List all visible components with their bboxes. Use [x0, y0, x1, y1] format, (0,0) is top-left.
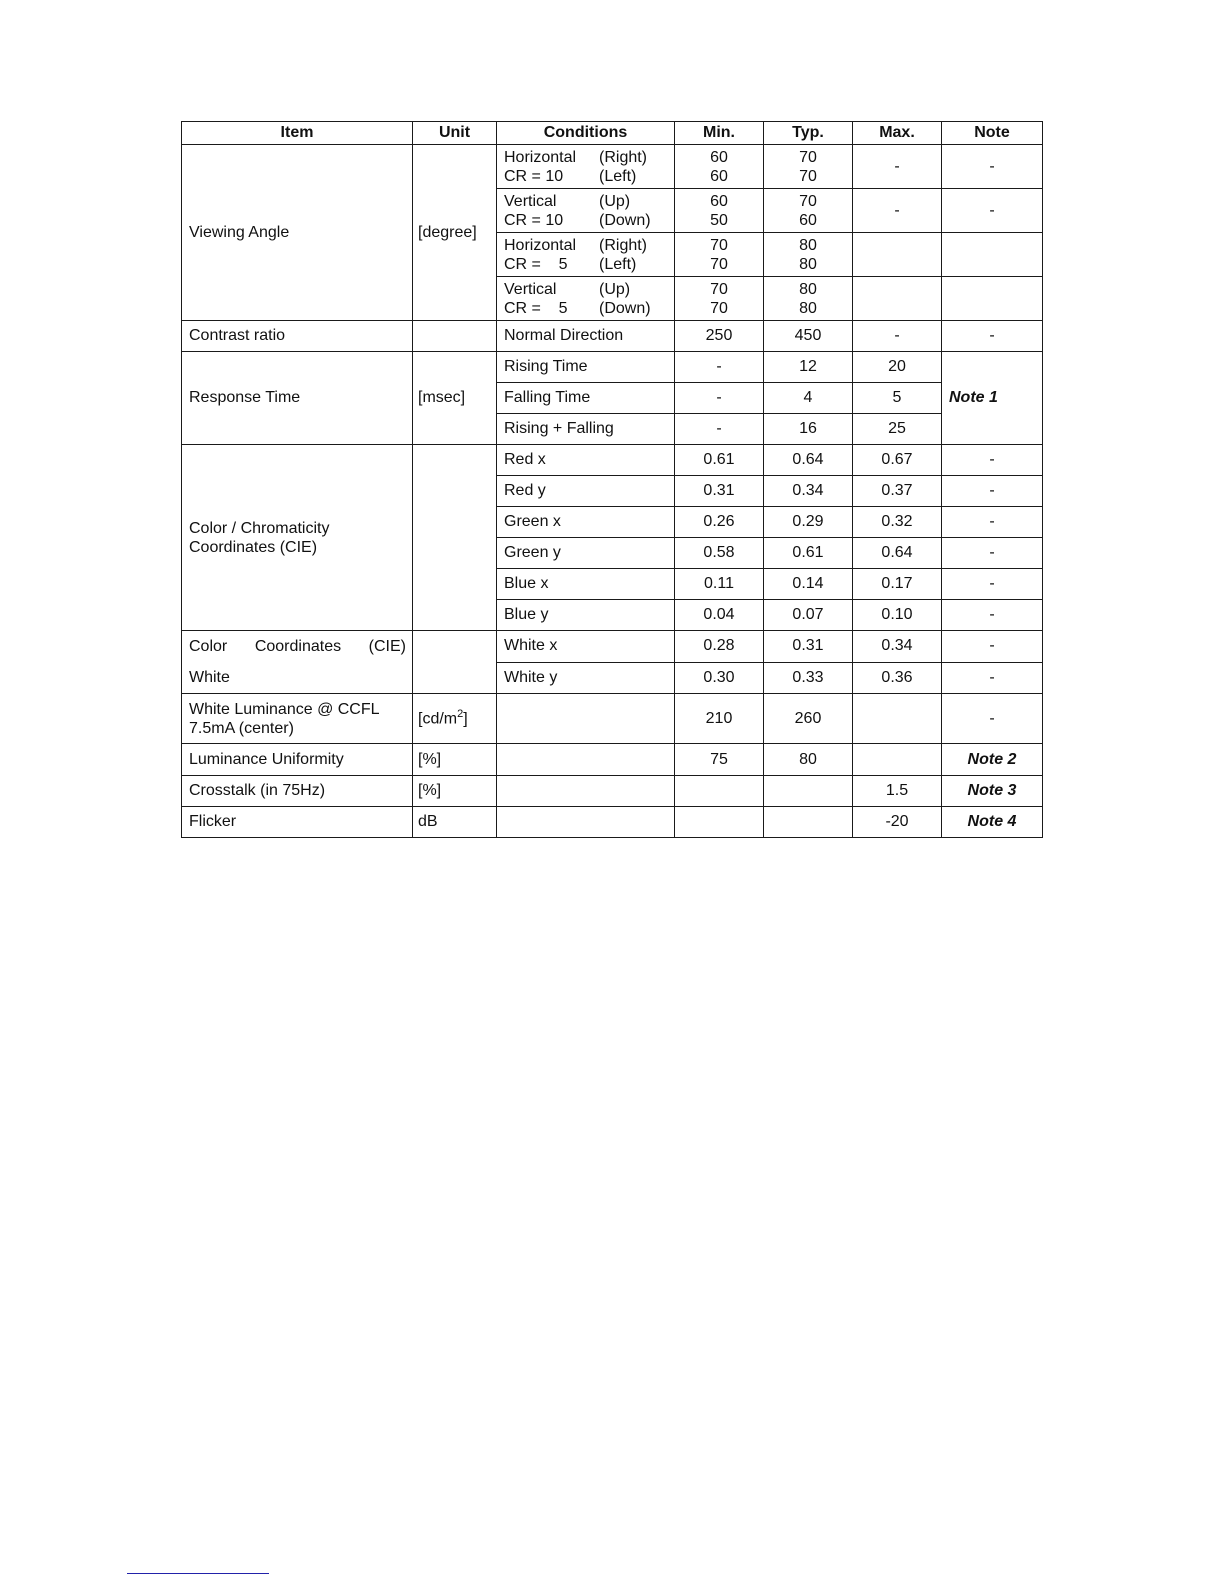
- condition-cell: Normal Direction: [497, 321, 675, 352]
- typ-cell: 0.64: [764, 445, 853, 476]
- typ-cell: 4: [764, 383, 853, 414]
- viewing-angle-unit: [degree]: [413, 145, 497, 321]
- typ-cell: [764, 776, 853, 807]
- chromaticity-unit: [413, 445, 497, 631]
- min-cell: 0.28: [675, 631, 764, 663]
- max-cell: -: [853, 189, 942, 233]
- min-cell: 0.31: [675, 476, 764, 507]
- typ-cell: 0.31: [764, 631, 853, 663]
- contrast-unit: [413, 321, 497, 352]
- note-cell: -: [942, 631, 1043, 663]
- min-cell: 210: [675, 694, 764, 744]
- condition-cell: Horizontal (Right) CR = 10 (Left): [497, 145, 675, 189]
- table-row: [182, 352, 1043, 383]
- condition-cell: Red x: [497, 445, 675, 476]
- condition-cell: Blue x: [497, 569, 675, 600]
- table-row: [182, 445, 1043, 476]
- note-cell: Note 4: [942, 807, 1043, 838]
- note-cell: -: [942, 145, 1043, 189]
- table-row: [182, 145, 1043, 189]
- min-cell: [675, 807, 764, 838]
- white-unit: [413, 631, 497, 694]
- max-cell: 25: [853, 414, 942, 445]
- contrast-item: Contrast ratio: [182, 321, 413, 352]
- condition-cell: Horizontal (Right) CR = 5 (Left): [497, 233, 675, 277]
- max-cell: 5: [853, 383, 942, 414]
- min-cell: 0.61: [675, 445, 764, 476]
- table-row: [182, 807, 1043, 838]
- note-cell: -: [942, 694, 1043, 744]
- table-row: [182, 776, 1043, 807]
- typ-cell: [764, 807, 853, 838]
- condition-cell: [497, 744, 675, 776]
- typ-cell: 260: [764, 694, 853, 744]
- uniformity-item: Luminance Uniformity: [182, 744, 413, 776]
- condition-cell: Green y: [497, 538, 675, 569]
- min-cell: -: [675, 383, 764, 414]
- header-typ: Typ.: [764, 122, 853, 145]
- min-cell: 0.26: [675, 507, 764, 538]
- condition-cell: Red y: [497, 476, 675, 507]
- max-cell: 0.10: [853, 600, 942, 631]
- max-cell: 0.34: [853, 631, 942, 663]
- note-cell: Note 3: [942, 776, 1043, 807]
- condition-cell: Falling Time: [497, 383, 675, 414]
- crosstalk-item: Crosstalk (in 75Hz): [182, 776, 413, 807]
- condition-cell: [497, 807, 675, 838]
- min-cell: 250: [675, 321, 764, 352]
- header-unit: Unit: [413, 122, 497, 145]
- typ-cell: 70 70: [764, 145, 853, 189]
- table-row: [182, 694, 1043, 744]
- typ-cell: 450: [764, 321, 853, 352]
- typ-cell: 12: [764, 352, 853, 383]
- min-cell: 0.11: [675, 569, 764, 600]
- max-cell: [853, 277, 942, 321]
- table-row: [182, 321, 1043, 352]
- table-header-row: [182, 122, 1043, 145]
- max-cell: 20: [853, 352, 942, 383]
- max-cell: -: [853, 145, 942, 189]
- max-cell: 0.36: [853, 662, 942, 694]
- min-cell: 75: [675, 744, 764, 776]
- condition-cell: Rising + Falling: [497, 414, 675, 445]
- typ-cell: 0.29: [764, 507, 853, 538]
- note-cell: -: [942, 538, 1043, 569]
- min-cell: 0.30: [675, 662, 764, 694]
- table-row: [182, 631, 1043, 663]
- note-cell: -: [942, 507, 1043, 538]
- min-cell: -: [675, 414, 764, 445]
- max-cell: 0.17: [853, 569, 942, 600]
- condition-cell: White x: [497, 631, 675, 663]
- min-cell: 60 50: [675, 189, 764, 233]
- response-unit: [msec]: [413, 352, 497, 445]
- max-cell: [853, 233, 942, 277]
- min-cell: 0.04: [675, 600, 764, 631]
- note-cell: -: [942, 321, 1043, 352]
- table-row: [182, 744, 1043, 776]
- flicker-item: Flicker: [182, 807, 413, 838]
- optical-spec-table: [181, 121, 1043, 838]
- note-cell: [942, 277, 1043, 321]
- header-note: Note: [942, 122, 1043, 145]
- footnote-separator: [127, 1573, 269, 1574]
- typ-cell: 0.07: [764, 600, 853, 631]
- min-cell: 0.58: [675, 538, 764, 569]
- max-cell: [853, 744, 942, 776]
- header-item: Item: [182, 122, 413, 145]
- note-cell: -: [942, 600, 1043, 631]
- typ-cell: 80 80: [764, 277, 853, 321]
- max-cell: 0.32: [853, 507, 942, 538]
- note-cell: Note 1: [942, 352, 1043, 445]
- min-cell: 60 60: [675, 145, 764, 189]
- max-cell: 0.64: [853, 538, 942, 569]
- condition-cell: Vertical (Up) CR = 5 (Down): [497, 277, 675, 321]
- max-cell: 0.37: [853, 476, 942, 507]
- white-coordinates-item: Color Coordinates (CIE) White: [182, 631, 413, 694]
- max-cell: -: [853, 321, 942, 352]
- chromaticity-item: Color / Chromaticity Coordinates (CIE): [182, 445, 413, 631]
- condition-cell: Green x: [497, 507, 675, 538]
- min-cell: 70 70: [675, 233, 764, 277]
- typ-cell: 80: [764, 744, 853, 776]
- typ-cell: 0.61: [764, 538, 853, 569]
- note-cell: -: [942, 445, 1043, 476]
- typ-cell: 16: [764, 414, 853, 445]
- note-cell: [942, 233, 1043, 277]
- condition-cell: [497, 694, 675, 744]
- max-cell: [853, 694, 942, 744]
- typ-cell: 0.34: [764, 476, 853, 507]
- condition-cell: [497, 776, 675, 807]
- min-cell: 70 70: [675, 277, 764, 321]
- typ-cell: 0.33: [764, 662, 853, 694]
- condition-cell: Rising Time: [497, 352, 675, 383]
- uniformity-unit: [%]: [413, 744, 497, 776]
- typ-cell: 0.14: [764, 569, 853, 600]
- response-item: Response Time: [182, 352, 413, 445]
- max-cell: -20: [853, 807, 942, 838]
- typ-cell: 70 60: [764, 189, 853, 233]
- condition-cell: Vertical (Up) CR = 10 (Down): [497, 189, 675, 233]
- luminance-unit: $[cd/m^2]$: [413, 694, 497, 744]
- typ-cell: 80 80: [764, 233, 853, 277]
- condition-cell: White y: [497, 662, 675, 694]
- header-max: Max.: [853, 122, 942, 145]
- flicker-unit: dB: [413, 807, 497, 838]
- min-cell: -: [675, 352, 764, 383]
- note-cell: -: [942, 662, 1043, 694]
- note-cell: -: [942, 476, 1043, 507]
- max-cell: 1.5: [853, 776, 942, 807]
- viewing-angle-item: Viewing Angle: [182, 145, 413, 321]
- header-conditions: Conditions: [497, 122, 675, 145]
- note-cell: -: [942, 569, 1043, 600]
- min-cell: [675, 776, 764, 807]
- note-cell: -: [942, 189, 1043, 233]
- luminance-item: White Luminance @ CCFL 7.5mA (center): [182, 694, 413, 744]
- condition-cell: Blue y: [497, 600, 675, 631]
- crosstalk-unit: [%]: [413, 776, 497, 807]
- note-cell: Note 2: [942, 744, 1043, 776]
- max-cell: 0.67: [853, 445, 942, 476]
- header-min: Min.: [675, 122, 764, 145]
